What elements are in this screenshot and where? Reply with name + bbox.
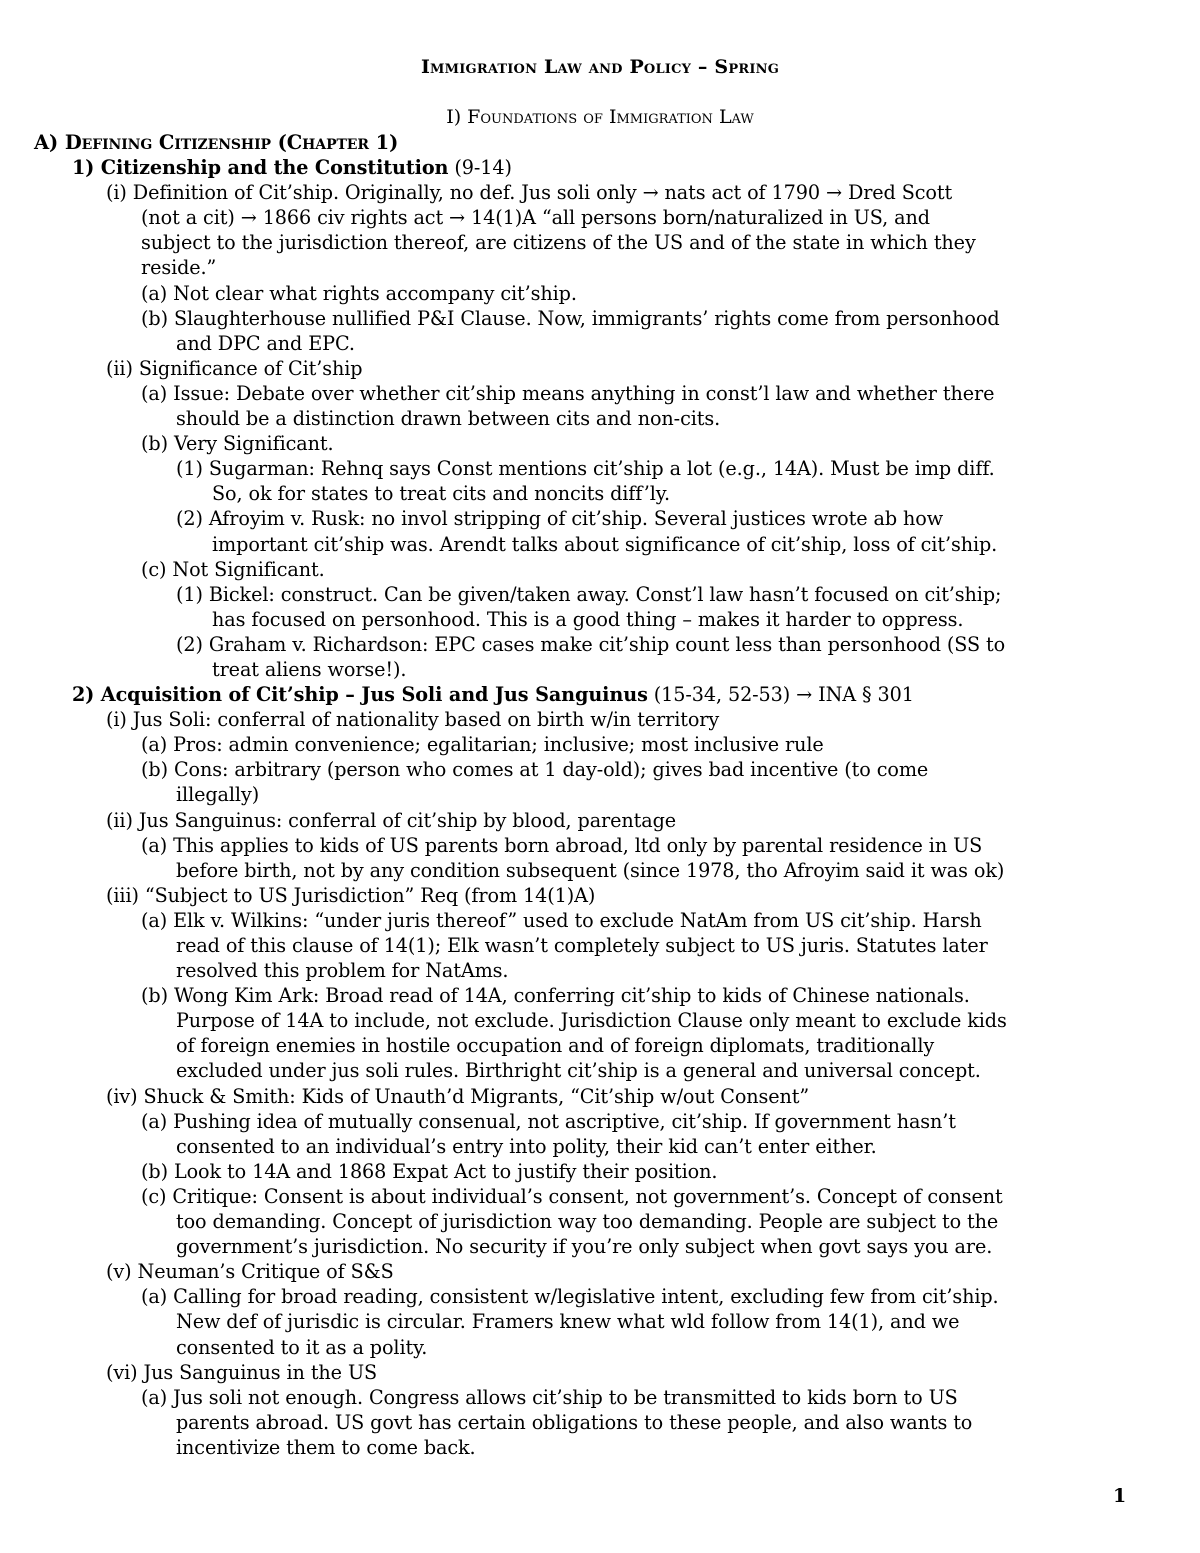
outline-line	[34, 582, 1144, 607]
outline-line	[34, 858, 1144, 883]
outline-line-text: (a) Calling for broad reading, consistent w/legislative intent, excluding few from cit’ship.	[141, 1285, 999, 1309]
outline-body	[34, 130, 1144, 1460]
outline-line	[34, 456, 1144, 481]
outline-line	[34, 958, 1144, 983]
outline-line	[34, 707, 1144, 732]
outline-line-text: parents abroad. US govt has certain obligations to these people, and also wants to	[176, 1410, 973, 1434]
outline-line-text: (1) Sugarman: Rehnq says Const mentions cit’ship a lot (e.g., 14A). Must be imp diff.	[176, 457, 995, 481]
outline-line	[34, 1159, 1144, 1184]
page-number: 1	[1113, 1485, 1127, 1507]
outline-line-text: resolved this problem for NatAms.	[176, 959, 509, 983]
outline-line-text: read of this clause of 14(1); Elk wasn’t completely subject to US juris. Statutes later	[176, 934, 988, 957]
outline-line-text: has focused on personhood. This is a good thing – makes it harder to oppress.	[212, 607, 964, 631]
outline-line-text: So, ok for states to treat cits and noncits diff’ly.	[212, 482, 670, 506]
outline-line-text: before birth, not by any condition subsequent (since 1978, tho Afroyim said it was ok)	[176, 858, 1005, 882]
outline-line	[34, 908, 1144, 933]
outline-line-text: New def of jurisdic is circular. Framers knew what wld follow from 14(1), and we	[176, 1310, 960, 1334]
outline-line-text: (b) Wong Kim Ark: Broad read of 14A, conferring cit’ship to kids of Chinese nationals.	[141, 984, 970, 1008]
outline-line-text: 2) Acquisition of Cit’ship – Jus Soli and Jus Sanguinus	[72, 683, 648, 707]
outline-line	[34, 1209, 1144, 1234]
outline-line-text: incentivize them to come back.	[176, 1435, 476, 1459]
outline-line	[34, 1410, 1144, 1435]
outline-line	[34, 506, 1144, 531]
outline-line-text: treat aliens worse!).	[212, 657, 407, 681]
outline-line	[34, 255, 1144, 280]
outline-line-text: subject to the jurisdiction thereof, are citizens of the US and of the state in which they	[141, 231, 976, 255]
outline-line-text: (not a cit) → 1866 civ rights act → 14(1)A “all persons born/naturalized in US, and	[141, 206, 930, 230]
outline-line-text: (a) Elk v. Wilkins: “under juris thereof” used to exclude NatAm from US cit’ship. Harsh	[141, 908, 982, 932]
outline-line	[34, 1184, 1144, 1209]
outline-line-text: excluded under jus soli rules. Birthright cit’ship is a general and universal concept.	[176, 1059, 981, 1083]
outline-line	[34, 381, 1144, 406]
outline-line-text: (b) Very Significant.	[141, 432, 334, 456]
outline-line	[34, 682, 1144, 707]
outline-line	[34, 1008, 1144, 1033]
outline-line-text: of foreign enemies in hostile occupation and of foreign diplomats, traditionally	[176, 1034, 935, 1058]
outline-line-text: (i) Jus Soli: conferral of nationality based on birth w/in territory	[106, 708, 720, 732]
outline-line	[34, 883, 1144, 908]
outline-line	[34, 406, 1144, 431]
outline-line-text: 1) Citizenship and the Constitution	[72, 156, 449, 180]
outline-line	[34, 356, 1144, 381]
outline-line-text: (1) Bickel: construct. Can be given/taken away. Const’l law hasn’t focused on cit’ship;	[176, 582, 1002, 606]
outline-line	[34, 607, 1144, 632]
outline-line-text: (i) Definition of Cit’ship. Originally, no def. Jus soli only → nats act of 1790 → Dred Scott	[106, 181, 953, 205]
outline-line	[34, 281, 1144, 306]
outline-line-text: (a) This applies to kids of US parents born abroad, ltd only by parental residence in US	[141, 833, 983, 857]
outline-line-text: (b) Look to 14A and 1868 Expat Act to justify their position.	[141, 1159, 718, 1183]
outline-line	[34, 782, 1144, 807]
outline-line	[34, 481, 1144, 506]
outline-line-text: (a) Issue: Debate over whether cit’ship means anything in const’l law and whether there	[141, 381, 995, 405]
outline-line	[34, 1435, 1144, 1460]
outline-line-text: too demanding. Concept of jurisdiction way too demanding. People are subject to the	[176, 1210, 999, 1234]
document-title: Immigration Law and Policy – Spring	[420, 56, 780, 78]
outline-line-text: Purpose of 14A to include, not exclude. Jurisdiction Clause only meant to exclude kids	[176, 1009, 1007, 1033]
outline-line-text: (ii) Jus Sanguinus: conferral of cit’ship by blood, parentage	[106, 808, 677, 832]
outline-line-text: government’s jurisdiction. No security if you’re only subject when govt says you are.	[176, 1235, 993, 1259]
outline-line-text: illegally)	[176, 783, 260, 807]
outline-line-text: (vi) Jus Sanguinus in the US	[106, 1360, 378, 1384]
outline-line-text: consented to it as a polity.	[176, 1335, 428, 1359]
outline-line	[34, 1309, 1144, 1334]
outline-line	[34, 230, 1144, 255]
outline-line	[34, 757, 1144, 782]
outline-line	[34, 1335, 1144, 1360]
outline-line	[34, 331, 1144, 356]
outline-line-text: (2) Afroyim v. Rusk: no invol stripping of cit’ship. Several justices wrote ab how	[176, 507, 944, 531]
outline-line-text: (2) Graham v. Richardson: EPC cases make cit’ship count less than personhood (SS to	[176, 632, 1006, 656]
outline-line-text: (v) Neuman’s Critique of S&S	[106, 1260, 394, 1284]
outline-line-text: (b) Cons: arbitrary (person who comes at 1 day-old); gives bad incentive (to come	[141, 758, 929, 782]
outline-line	[34, 808, 1144, 833]
section-heading: I) Foundations of Immigration Law	[446, 106, 754, 128]
outline-line	[34, 205, 1144, 230]
outline-line	[34, 657, 1144, 682]
outline-line	[34, 732, 1144, 757]
outline-line	[34, 306, 1144, 331]
outline-line-text: important cit’ship was. Arendt talks about significance of cit’ship, loss of cit’ship.	[212, 532, 998, 556]
outline-line	[34, 1134, 1144, 1159]
outline-line-text: (c) Not Significant.	[141, 557, 325, 581]
outline-line	[34, 155, 1144, 180]
outline-line	[34, 180, 1144, 205]
outline-line-text: consented to an individual’s entry into polity, their kid can’t enter either.	[176, 1134, 877, 1158]
outline-line-text: (iii) “Subject to US Jurisdiction” Req (from 14(1)A)	[106, 883, 596, 907]
outline-line	[34, 983, 1144, 1008]
outline-line	[34, 130, 1144, 155]
outline-line	[34, 1033, 1144, 1058]
outline-line-suffix: (9-14)	[448, 156, 512, 180]
outline-line	[34, 431, 1144, 456]
outline-line	[34, 1385, 1144, 1410]
outline-line	[34, 557, 1144, 582]
outline-line	[34, 1284, 1144, 1309]
outline-line	[34, 1058, 1144, 1083]
outline-line	[34, 532, 1144, 557]
outline-line-text: (c) Critique: Consent is about individual’s consent, not government’s. Concept of consent	[141, 1184, 1003, 1208]
outline-line	[34, 1109, 1144, 1134]
outline-line-text: and DPC and EPC.	[176, 331, 355, 355]
outline-line-text: (b) Slaughterhouse nullified P&I Clause. Now, immigrants’ rights come from personhood	[141, 306, 1000, 330]
outline-line	[34, 632, 1144, 657]
outline-line-text: (a) Jus soli not enough. Congress allows cit’ship to be transmitted to kids born to US	[141, 1385, 958, 1409]
outline-line-text: (a) Pushing idea of mutually consenual, not ascriptive, cit’ship. If government hasn’t	[141, 1109, 956, 1133]
outline-line	[34, 1360, 1144, 1385]
outline-line-text: (ii) Significance of Cit’ship	[106, 356, 363, 380]
outline-line	[34, 933, 1144, 958]
outline-line	[34, 833, 1144, 858]
outline-line-text: should be a distinction drawn between cits and non-cits.	[176, 407, 721, 431]
outline-line-text: A) Defining Citizenship (Chapter 1)	[34, 131, 399, 154]
outline-line	[34, 1084, 1144, 1109]
outline-line-text: (iv) Shuck & Smith: Kids of Unauth’d Migrants, “Cit’ship w/out Consent”	[106, 1084, 810, 1108]
outline-line-suffix: (15-34, 52-53) → INA § 301	[647, 683, 914, 707]
outline-line-text: reside.”	[141, 256, 217, 280]
outline-line	[34, 1234, 1144, 1259]
outline-line-text: (a) Not clear what rights accompany cit’ship.	[141, 281, 577, 305]
outline-line	[34, 1259, 1144, 1284]
outline-line-text: (a) Pros: admin convenience; egalitarian; inclusive; most inclusive rule	[141, 733, 824, 757]
